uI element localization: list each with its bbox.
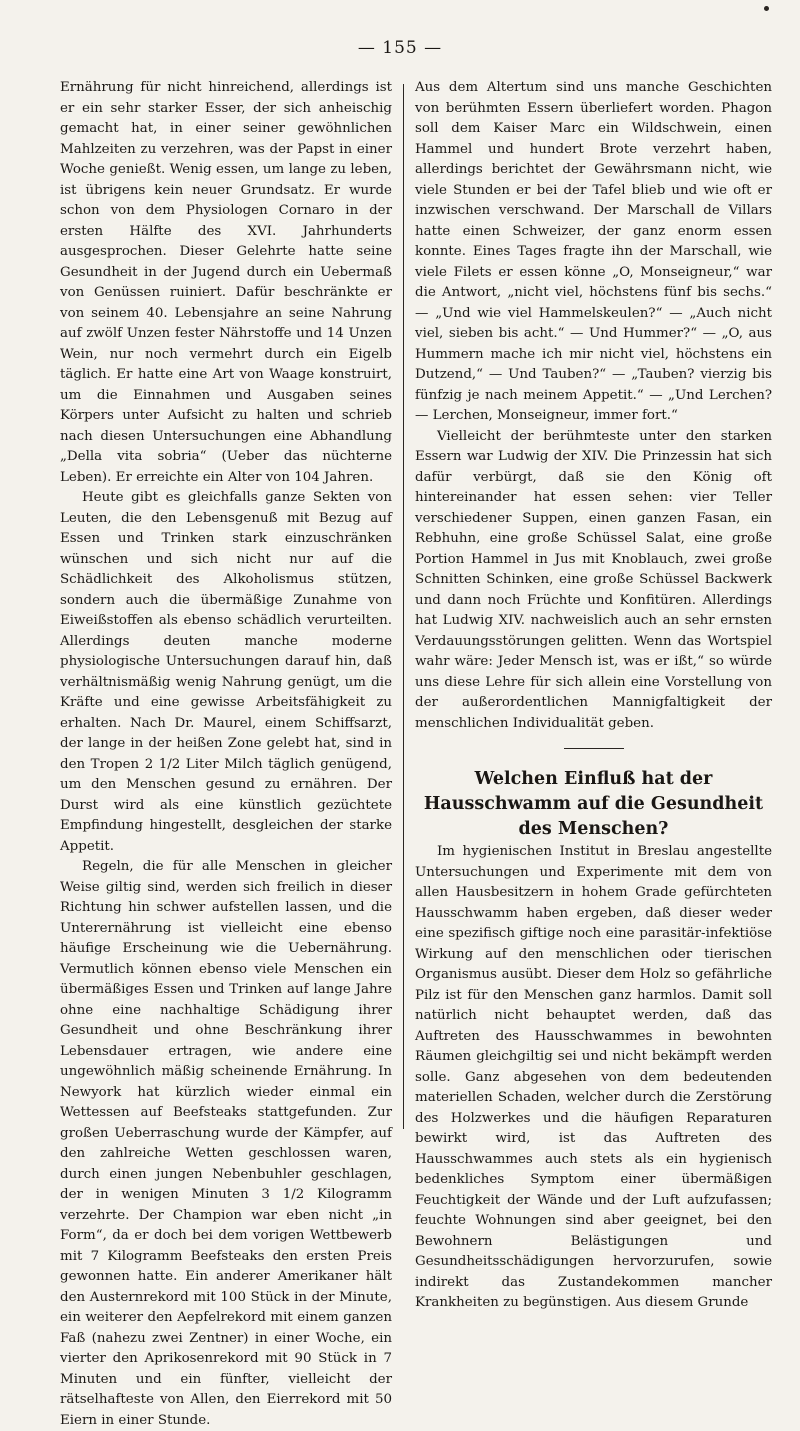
left-column bbox=[60, 78, 392, 1431]
left-paragraph-3: Regeln, die für alle Menschen in gleicher Weise giltig sind, werden sich freilich in dieser Richtung hin schwer aufstellen lassen, und die Unterernährung ist vielleicht eine ebenso häufige Erscheinung wie die Uebernährung. Vermutlich können ebenso viele Menschen ein übermäßiges Essen und Trinken auf lange Jahre ohne eine nachhaltige Schädigung ihrer Gesundheit und ohne Beschränkung ihrer Lebensdauer ertragen, wie andere eine ungewöhnlich mäßig scheinende Ernährung. In Newyork hat kürzlich wieder einmal ein Wettessen auf Beefsteaks stattgefunden. Zur großen Ueberraschung wurde der Kämpfer, auf den zahlreiche Wetten geschlossen waren, durch einen jungen Nebenbuhler geschlagen, der in wenigen Minuten 3 1/2 Kilogramm verzehrte. Der Champion war eben nicht „in Form“, da er doch bei dem vorigen Wettbewerb mit 7 Kilogramm Beefsteaks den ersten Preis gewonnen hatte. Ein anderer Amerikaner hält den Austernrekord mit 100 Stück in der Minute, ein weiterer den Aepfelrekord mit einem ganzen Faß (nahezu zwei Zentner) in einer Woche, ein vierter den Aprikosenrekord mit 90 Stück in 7 Minuten und ein fünfter, vielleicht der rätselhafteste von Allen, den Eierrekord mit 50 Eiern in einer Stunde. bbox=[60, 859, 392, 1428]
right-paragraph-1: Aus dem Altertum sind uns manche Geschichten von berühmten Essern überliefert worden. Phagon soll dem Kaiser Marc ein Wildschwein, einen Hammel und hundert Brote verzehrt haben, allerdings berichtet der Gewährsmann nicht, wie viele Stunden er bei der Tafel blieb und wie oft er inzwischen verschwand. Der Marschall de Villars hatte einen Schweizer, der ganz enorm essen konnte. Eines Tages fragte ihn der Marschall, wie viele Filets er essen könne „O, Monseigneur,“ war die Antwort, „nicht viel, höchstens fünf bis sechs.“ — „Und wie viel Hammelskeulen?“ — „Auch nicht viel, sieben bis acht.“ — Und Hummer?“ — „O, aus Hummern mache ich mir nicht viel, höchstens ein Dutzend,“ — Und Tauben?“ — „Tauben? vierzig bis fünfzig je nach meinem Appetit.“ — „Und Lerchen? — Lerchen, Monseigneur, immer fort.“ bbox=[415, 80, 772, 423]
column-divider bbox=[403, 84, 404, 1129]
article-heading: Welchen Einfluß hat der Hausschwamm auf die Gesundheit des Menschen? bbox=[423, 769, 764, 839]
left-paragraph-2: Heute gibt es gleichfalls ganze Sekten von Leuten, die den Lebensgenuß mit Bezug auf Essen und Trinken stark einzuschränken wünschen und sich nicht nur auf die Schädlichkeit des Alkoholismus stützen, sondern auch die übermäßige Zunahme von Eiweißstoffen als ebenso schädlich verurteilten. Allerdings deuten manche moderne physiologische Untersuchungen darauf hin, daß verhältnismäßig wenig Nahrung genügt, um die Kräfte und eine gewisse Arbeitsfähigkeit zu erhalten. Nach Dr. Maurel, einem Schiffsarzt, der lange in der heißen Zone gelebt hat, sind in den Tropen 2 1/2 Liter Milch täglich genügend, um den Menschen gesund zu ernähren. Der Durst wird als eine künstlich gezüchtete Empfindung hingestellt, desgleichen der starke Appetit. bbox=[60, 490, 392, 854]
page-number: — 155 — bbox=[357, 38, 443, 58]
ink-dot-mark bbox=[764, 6, 769, 11]
article-paragraph: Im hygienischen Institut in Breslau angestellte Untersuchungen und Experimente mit dem von allen Hausbesitzern in hohem Grade gefürchteten Hausschwamm haben ergeben, daß dieser weder eine spezifisch giftige noch eine parasitär-infektiöse Wirkung auf den menschlichen oder tierischen Organismus ausübt. Dieser dem Holz so gefährliche Pilz ist für den Menschen ganz harmlos. Damit soll natürlich nicht behauptet werden, daß das Auftreten des Hausschwammes in bewohnten Räumen gleichgiltig sei und nicht bekämpft werden solle. Ganz abgesehen von dem bedeutenden materiellen Schaden, welcher durch die Zerstörung des Holzwerkes und die häufigen Reparaturen bewirkt wird, ist das Auftreten des Hausschwammes auch stets als ein hygienisch bedenkliches Symptom einer übermäßigen Feuchtigkeit der Wände und der Luft aufzufassen; feuchte Wohnungen sind aber geeignet, bei den Bewohnern Belästigungen und Gesundheitsschädigungen hervorzurufen, sowie indirekt das Zustandekommen mancher Krankheiten zu begünstigen. Aus diesem Grunde bbox=[415, 844, 772, 1310]
right-column bbox=[415, 78, 772, 1314]
right-paragraph-2: Vielleicht der berühmteste unter den starken Essern war Ludwig der XIV. Die Prinzessin hat sich dafür verbürgt, daß sie den König oft hintereinander hat essen sehen: vier Teller verschiedener Suppen, einen ganzen Fasan, ein Rebhuhn, eine große Schüssel Salat, eine große Portion Hammel in Jus mit Knoblauch, zwei große Schnitten Schinken, eine große Schüssel Backwerk und dann noch Früchte und Konfitüren. Allerdings hat Ludwig XIV. nachweislich auch an sehr ernsten Verdauungsstörungen gelitten. Wenn das Wortspiel wahr wäre: Jeder Mensch ist, was er ißt,“ so würde uns diese Lehre für sich allein eine Vorstellung von der außerordentlichen Mannigfaltigkeit der menschlichen Individualität geben. bbox=[415, 428, 772, 731]
left-paragraph-1: Ernährung für nicht hinreichend, allerdings ist er ein sehr starker Esser, der sich anheischig gemacht hat, in einer seiner gewöhnlichen Mahlzeiten zu verzehren, was der Papst in einer Woche genießt. Wenig essen, um lange zu leben, ist übrigens kein neuer Grundsatz. Er wurde schon von dem Physiologen Cornaro in der ersten Hälfte des XVI. Jahrhunderts ausgesprochen. Dieser Gelehrte hatte seine Gesundheit in der Jugend durch ein Uebermaß von Genüssen ruiniert. Dafür beschränkte er von seinem 40. Lebensjahre an seine Nahrung auf zwölf Unzen fester Nährstoffe und 14 Unzen Wein, nur noch vermehrt durch ein Eigelb täglich. Er hatte eine Art von Waage konstruirt, um die Einnahmen und Ausgaben seines Körpers unter Aufsicht zu halten und schrieb nach diesen Untersuchungen eine Abhandlung „Della vita sobria“ (Ueber das nüchterne Leben). Er erreichte ein Alter von 104 Jahren. bbox=[60, 80, 392, 485]
section-divider bbox=[564, 748, 624, 749]
